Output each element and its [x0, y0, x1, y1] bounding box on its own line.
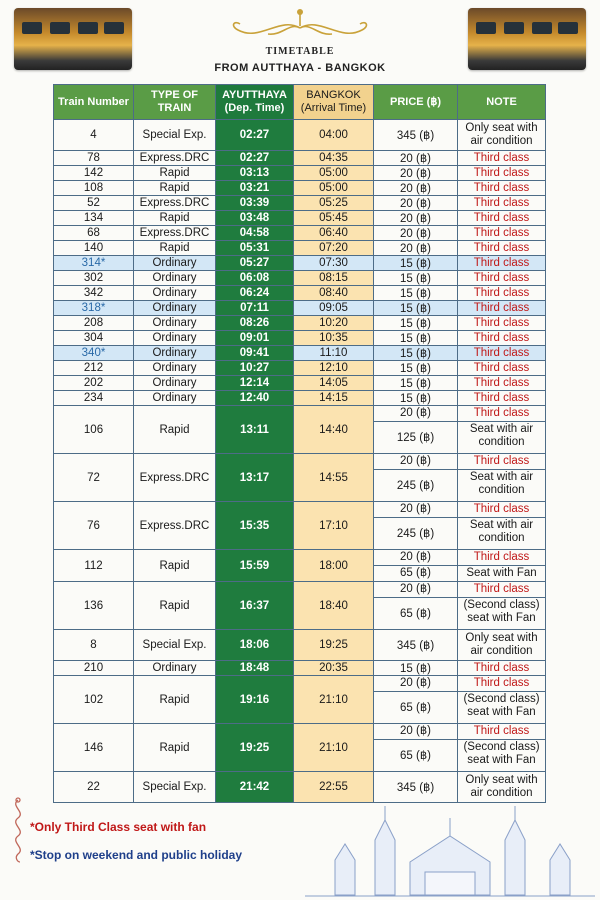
price-value: 15 (฿) [400, 288, 431, 300]
train-number-cell: 108 [54, 181, 134, 196]
price-value: 20 (฿) [400, 213, 431, 225]
train-type-cell: Rapid [134, 181, 216, 196]
train-number-cell: 342 [54, 286, 134, 301]
table-row [54, 196, 546, 211]
price-cell [374, 630, 458, 661]
price-value: 20 (฿) [400, 551, 431, 563]
train-type-cell: Ordinary [134, 391, 216, 406]
price-value: 20 (฿) [400, 183, 431, 195]
departure-time-cell: 18:06 [216, 630, 294, 661]
price-cell [374, 196, 458, 211]
train-type-cell: Express.DRC [134, 226, 216, 241]
price-cell [374, 724, 458, 772]
price-cell [374, 550, 458, 582]
table-row [54, 630, 546, 661]
train-number-cell: 340* [54, 346, 134, 361]
arrival-time-cell: 12:10 [294, 361, 374, 376]
note-text: (Second class) seat with Fan [458, 597, 545, 629]
note-cell [458, 550, 546, 582]
train-number-cell: 318* [54, 301, 134, 316]
table-row [54, 151, 546, 166]
arrival-time-cell: 17:10 [294, 502, 374, 550]
train-number-cell: 106 [54, 406, 134, 454]
note-text: Seat with air condition [458, 517, 545, 549]
train-type-cell: Special Exp. [134, 120, 216, 151]
table-header-row [54, 85, 546, 120]
note-cell [458, 301, 546, 316]
train-number-cell: 302 [54, 271, 134, 286]
price-value: 345 (฿) [396, 640, 435, 652]
table-row [54, 724, 546, 772]
departure-time-cell: 13:17 [216, 454, 294, 502]
note-cell [458, 676, 546, 724]
price-cell [374, 120, 458, 151]
price-cell [374, 391, 458, 406]
price-cell [374, 361, 458, 376]
price-cell [374, 582, 458, 630]
note-cell [458, 256, 546, 271]
train-image-right [468, 8, 586, 70]
price-value: 345 (฿) [396, 782, 435, 794]
departure-time-cell: 02:27 [216, 151, 294, 166]
train-number-cell: 102 [54, 676, 134, 724]
price-value: 65 (฿) [374, 739, 457, 771]
note-text: Third class [473, 332, 530, 344]
ornament-icon [220, 6, 380, 46]
arrival-time-cell: 09:05 [294, 301, 374, 316]
train-number-cell: 8 [54, 630, 134, 661]
arrival-time-cell: 05:25 [294, 196, 374, 211]
table-row [54, 550, 546, 582]
arrival-time-cell: 10:35 [294, 331, 374, 346]
col-header-departure: AYUTTHAYA (Dep. Time) [216, 85, 294, 120]
train-number-cell: 22 [54, 772, 134, 803]
note-cell [458, 331, 546, 346]
train-number-cell: 304 [54, 331, 134, 346]
price-cell [374, 772, 458, 803]
note-text: Seat with air condition [458, 469, 545, 501]
price-cell [374, 331, 458, 346]
price-value: 65 (฿) [374, 691, 457, 723]
train-type-cell: Rapid [134, 676, 216, 724]
departure-time-cell: 13:11 [216, 406, 294, 454]
price-cell [374, 346, 458, 361]
table-row [54, 181, 546, 196]
departure-time-cell: 05:27 [216, 256, 294, 271]
note-cell [458, 724, 546, 772]
note-cell [458, 582, 546, 630]
train-type-cell: Express.DRC [134, 502, 216, 550]
arrival-time-cell: 21:10 [294, 676, 374, 724]
note-text: Third class [473, 362, 530, 374]
train-type-cell: Rapid [134, 211, 216, 226]
note-text: Third class [473, 167, 530, 179]
train-number-cell: 208 [54, 316, 134, 331]
arrival-time-cell: 04:00 [294, 120, 374, 151]
note-cell [458, 286, 546, 301]
price-value: 15 (฿) [400, 663, 431, 675]
col-header-note: NOTE [458, 85, 546, 120]
price-value: 20 (฿) [400, 725, 431, 737]
price-value: 245 (฿) [374, 517, 457, 549]
arrival-time-cell: 07:30 [294, 256, 374, 271]
train-number-cell: 52 [54, 196, 134, 211]
note-cell [458, 211, 546, 226]
note-text: Third class [473, 503, 530, 515]
train-number-cell: 134 [54, 211, 134, 226]
train-number-cell: 234 [54, 391, 134, 406]
arrival-time-cell: 05:45 [294, 211, 374, 226]
note-text: Only seat with air condition [465, 774, 538, 799]
note-text: Third class [473, 725, 530, 737]
departure-time-cell: 03:13 [216, 166, 294, 181]
note-text: Third class [473, 407, 530, 419]
departure-time-cell: 04:58 [216, 226, 294, 241]
note-text: Only seat with air condition [465, 122, 538, 147]
train-image-left [14, 8, 132, 70]
note-text: Third class [473, 242, 530, 254]
arrival-time-cell: 14:55 [294, 454, 374, 502]
price-value: 15 (฿) [400, 303, 431, 315]
arrival-time-cell: 08:40 [294, 286, 374, 301]
table-row [54, 271, 546, 286]
note-cell [458, 361, 546, 376]
note-cell [458, 346, 546, 361]
price-cell [374, 301, 458, 316]
train-type-cell: Ordinary [134, 361, 216, 376]
price-value: 20 (฿) [400, 153, 431, 165]
price-value: 20 (฿) [400, 198, 431, 210]
train-type-cell: Ordinary [134, 301, 216, 316]
departure-time-cell: 09:01 [216, 331, 294, 346]
price-cell [374, 502, 458, 550]
train-type-cell: Ordinary [134, 346, 216, 361]
price-value: 245 (฿) [374, 469, 457, 501]
arrival-time-cell: 06:40 [294, 226, 374, 241]
table-row [54, 316, 546, 331]
price-value: 15 (฿) [400, 378, 431, 390]
departure-time-cell: 06:08 [216, 271, 294, 286]
price-cell [374, 211, 458, 226]
note-cell [458, 241, 546, 256]
arrival-time-cell: 05:00 [294, 181, 374, 196]
train-number-cell: 78 [54, 151, 134, 166]
price-cell [374, 676, 458, 724]
departure-time-cell: 02:27 [216, 120, 294, 151]
departure-time-cell: 16:37 [216, 582, 294, 630]
table-row [54, 376, 546, 391]
note-cell [458, 661, 546, 676]
departure-time-cell: 19:16 [216, 676, 294, 724]
price-value: 15 (฿) [400, 318, 431, 330]
price-value: 15 (฿) [400, 273, 431, 285]
train-number-cell: 112 [54, 550, 134, 582]
train-type-cell: Express.DRC [134, 454, 216, 502]
train-number-cell: 314* [54, 256, 134, 271]
note-text: Third class [473, 317, 530, 329]
price-value: 15 (฿) [400, 363, 431, 375]
train-type-cell: Ordinary [134, 256, 216, 271]
price-cell [374, 256, 458, 271]
table-row [54, 502, 546, 550]
price-cell [374, 151, 458, 166]
table-row [54, 241, 546, 256]
departure-time-cell: 03:39 [216, 196, 294, 211]
departure-time-cell: 06:24 [216, 286, 294, 301]
departure-time-cell: 19:25 [216, 724, 294, 772]
price-value: 15 (฿) [400, 348, 431, 360]
note-cell [458, 406, 546, 454]
price-cell [374, 241, 458, 256]
timetable-title: TIMETABLE [265, 46, 335, 57]
note-text: Third class [473, 227, 530, 239]
price-value: 345 (฿) [396, 130, 435, 142]
arrival-time-cell: 05:00 [294, 166, 374, 181]
price-value: 20 (฿) [400, 583, 431, 595]
note-cell [458, 181, 546, 196]
price-value: 15 (฿) [400, 393, 431, 405]
train-type-cell: Rapid [134, 550, 216, 582]
table-row [54, 361, 546, 376]
col-header-price: PRICE (฿) [374, 85, 458, 120]
train-number-cell: 68 [54, 226, 134, 241]
table-row [54, 454, 546, 502]
arrival-time-cell: 21:10 [294, 724, 374, 772]
col-header-type: TYPE OF TRAIN [134, 85, 216, 120]
table-row [54, 256, 546, 271]
arrival-time-cell: 07:20 [294, 241, 374, 256]
floral-ornament-icon [6, 796, 30, 866]
note-cell [458, 772, 546, 803]
table-row [54, 226, 546, 241]
arrival-time-cell: 14:15 [294, 391, 374, 406]
footnote-weekend-stop: *Stop on weekend and public holiday [30, 848, 243, 862]
route-subtitle: FROM AUTTHAYA - BANGKOK [214, 62, 386, 74]
departure-time-cell: 15:59 [216, 550, 294, 582]
price-value: 20 (฿) [400, 503, 431, 515]
departure-time-cell: 12:14 [216, 376, 294, 391]
price-cell [374, 376, 458, 391]
note-text: Only seat with air condition [465, 632, 538, 657]
price-value: 20 (฿) [400, 228, 431, 240]
table-row [54, 406, 546, 454]
train-type-cell: Ordinary [134, 376, 216, 391]
train-type-cell: Ordinary [134, 661, 216, 676]
arrival-time-cell: 10:20 [294, 316, 374, 331]
note-text: Third class [473, 287, 530, 299]
table-row [54, 166, 546, 181]
col-header-arrival: BANGKOK (Arrival Time) [294, 85, 374, 120]
table-row [54, 346, 546, 361]
train-type-cell: Express.DRC [134, 196, 216, 211]
note-cell [458, 226, 546, 241]
departure-time-cell: 15:35 [216, 502, 294, 550]
timetable-table [53, 84, 546, 803]
train-type-cell: Rapid [134, 724, 216, 772]
arrival-time-cell: 22:55 [294, 772, 374, 803]
note-text: Seat with air condition [458, 421, 545, 453]
arrival-time-cell: 08:15 [294, 271, 374, 286]
train-type-cell: Rapid [134, 166, 216, 181]
page-header [0, 0, 600, 80]
price-value: 15 (฿) [400, 258, 431, 270]
departure-time-cell: 08:26 [216, 316, 294, 331]
price-value: 20 (฿) [400, 677, 431, 689]
price-cell [374, 661, 458, 676]
note-cell [458, 271, 546, 286]
price-cell [374, 454, 458, 502]
note-cell [458, 196, 546, 211]
train-number-cell: 142 [54, 166, 134, 181]
departure-time-cell: 03:21 [216, 181, 294, 196]
train-type-cell: Ordinary [134, 286, 216, 301]
note-text: Third class [473, 152, 530, 164]
note-cell [458, 454, 546, 502]
price-cell [374, 406, 458, 454]
note-text: Third class [473, 212, 530, 224]
train-number-cell: 72 [54, 454, 134, 502]
note-text: Third class [473, 377, 530, 389]
table-row [54, 331, 546, 346]
train-number-cell: 202 [54, 376, 134, 391]
train-type-cell: Special Exp. [134, 772, 216, 803]
departure-time-cell: 07:11 [216, 301, 294, 316]
note-text: Third class [473, 677, 530, 689]
table-row [54, 676, 546, 724]
arrival-time-cell: 11:10 [294, 346, 374, 361]
footnote-third-class: *Only Third Class seat with fan [30, 820, 207, 834]
departure-time-cell: 10:27 [216, 361, 294, 376]
price-value: 20 (฿) [400, 168, 431, 180]
train-number-cell: 4 [54, 120, 134, 151]
price-value: 20 (฿) [400, 243, 431, 255]
price-cell [374, 316, 458, 331]
departure-time-cell: 09:41 [216, 346, 294, 361]
table-row [54, 120, 546, 151]
arrival-time-cell: 19:25 [294, 630, 374, 661]
col-header-train-number: Train Number [54, 85, 134, 120]
note-cell [458, 630, 546, 661]
price-value: 65 (฿) [374, 565, 457, 581]
departure-time-cell: 21:42 [216, 772, 294, 803]
note-text: Third class [473, 302, 530, 314]
price-value: 15 (฿) [400, 333, 431, 345]
price-cell [374, 226, 458, 241]
note-text: Third class [473, 662, 530, 674]
table-row [54, 582, 546, 630]
table-row [54, 211, 546, 226]
note-text: Third class [473, 347, 530, 359]
train-type-cell: Special Exp. [134, 630, 216, 661]
temple-illustration-icon [305, 800, 595, 900]
price-value: 125 (฿) [374, 421, 457, 453]
train-number-cell: 140 [54, 241, 134, 256]
note-cell [458, 120, 546, 151]
note-text: Third class [473, 392, 530, 404]
note-text: Third class [473, 551, 530, 563]
note-cell [458, 316, 546, 331]
train-number-cell: 136 [54, 582, 134, 630]
arrival-time-cell: 18:00 [294, 550, 374, 582]
note-cell [458, 166, 546, 181]
note-cell [458, 376, 546, 391]
table-row [54, 661, 546, 676]
table-row [54, 772, 546, 803]
price-value: 20 (฿) [400, 455, 431, 467]
table-row [54, 391, 546, 406]
train-number-cell: 210 [54, 661, 134, 676]
note-cell [458, 391, 546, 406]
train-type-cell: Ordinary [134, 271, 216, 286]
arrival-time-cell: 14:40 [294, 406, 374, 454]
note-cell [458, 151, 546, 166]
table-row [54, 286, 546, 301]
departure-time-cell: 05:31 [216, 241, 294, 256]
arrival-time-cell: 04:35 [294, 151, 374, 166]
departure-time-cell: 12:40 [216, 391, 294, 406]
departure-time-cell: 18:48 [216, 661, 294, 676]
arrival-time-cell: 14:05 [294, 376, 374, 391]
note-cell [458, 502, 546, 550]
train-type-cell: Ordinary [134, 316, 216, 331]
note-text: Third class [473, 272, 530, 284]
price-value: 20 (฿) [400, 407, 431, 419]
train-type-cell: Rapid [134, 582, 216, 630]
note-text: Third class [473, 197, 530, 209]
price-cell [374, 286, 458, 301]
timetable-body [54, 120, 546, 803]
departure-time-cell: 03:48 [216, 211, 294, 226]
arrival-time-cell: 20:35 [294, 661, 374, 676]
price-value: 65 (฿) [374, 597, 457, 629]
note-text: Third class [473, 182, 530, 194]
note-text: Third class [473, 455, 530, 467]
train-type-cell: Rapid [134, 406, 216, 454]
train-type-cell: Rapid [134, 241, 216, 256]
train-number-cell: 76 [54, 502, 134, 550]
note-text: Seat with Fan [458, 565, 545, 581]
train-type-cell: Express.DRC [134, 151, 216, 166]
note-text: Third class [473, 583, 530, 595]
train-number-cell: 146 [54, 724, 134, 772]
train-type-cell: Ordinary [134, 331, 216, 346]
train-number-cell: 212 [54, 361, 134, 376]
price-cell [374, 166, 458, 181]
note-text: (Second class) seat with Fan [458, 739, 545, 771]
note-text: Third class [473, 257, 530, 269]
price-cell [374, 181, 458, 196]
price-cell [374, 271, 458, 286]
note-text: (Second class) seat with Fan [458, 691, 545, 723]
arrival-time-cell: 18:40 [294, 582, 374, 630]
table-row [54, 301, 546, 316]
